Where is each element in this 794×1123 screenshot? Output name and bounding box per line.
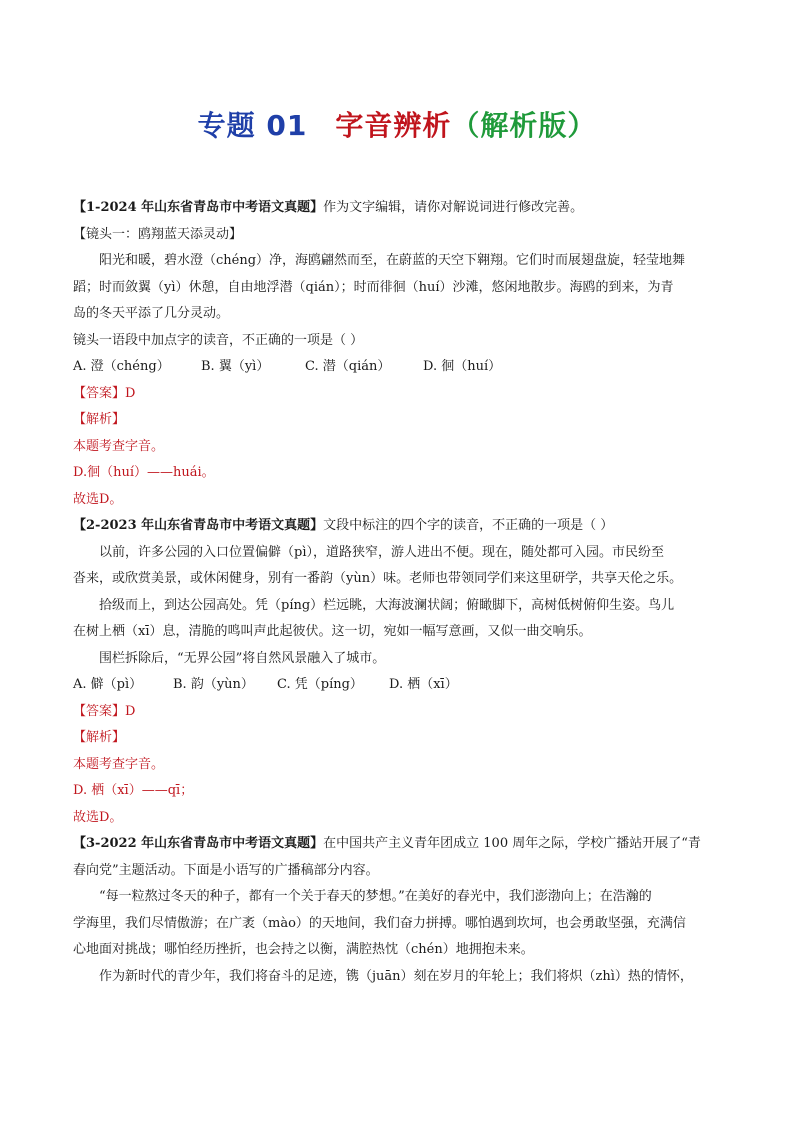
q1-paragraph-line: 岛的冬天平添了几分灵动。 <box>73 306 230 321</box>
q2-option-c: C. 凭（píng） <box>277 677 363 692</box>
q2-analysis-detail: D. 栖（xī）——qī； <box>73 783 194 798</box>
q2-paragraph-line: 以前，许多公园的入口位置偏僻（pì），道路狭窄，游人进出不便。现在，随处都可入园。市民纷至 <box>99 544 664 560</box>
q2-paragraph-line: 沓来，或欣赏美景，或休闲健身，别有一番韵（yùn）味。老师也带领同学们来这里研学，共享天伦之乐。 <box>73 571 683 586</box>
q2-analysis-label: 【解析】 <box>73 730 126 745</box>
q3-paragraph-line: 作为新时代的青少年，我们将奋斗的足迹，镌（juān）刻在岁月的年轮上；我们将炽（zhì）热的情怀， <box>99 968 693 984</box>
q3-paragraph-line: “每一粒熬过冬天的种子，都有一个关于春天的梦想。”在美好的春光中，我们澎渤向上；在浩瀚的 <box>99 889 652 904</box>
q2-paragraph-line: 在树上栖（xī）息，清脆的鸣叫声此起彼伏。这一切，宛如一幅写意画，又似一曲交响乐。 <box>73 624 592 639</box>
q2-options <box>73 672 723 699</box>
q2-answer-label: 【答案】 <box>73 703 126 719</box>
q3-source: 【3-2022 年山东省青岛市中考语文真题】 <box>73 836 324 851</box>
q1-lens-title: 【镜头一：鸥翔蓝天添灵动】 <box>73 226 243 242</box>
title-edition: （解析版） <box>451 109 597 142</box>
q1-analysis-detail: D.徊（huí）——huái。 <box>73 465 215 480</box>
q3-prompt-continued: 春向党”主题活动。下面是小语写的广播稿部分内容。 <box>73 862 379 878</box>
page-title <box>0 104 794 144</box>
q1-option-a: A. 澄（chéng） <box>73 359 170 374</box>
q1-conclusion: 故选D。 <box>73 491 123 507</box>
title-topic-name: 字音辨析 <box>335 109 452 142</box>
q2-option-b: B. 韵（yùn） <box>173 677 254 692</box>
title-topic-number: 专题 01 <box>197 109 308 142</box>
q2-option-d: D. 栖（xī） <box>389 677 458 692</box>
q3-prompt: 在中国共产主义青年团成立 100 周年之际，学校广播站开展了“青 <box>323 836 701 851</box>
q1-header <box>73 195 723 222</box>
q2-header <box>73 513 723 540</box>
q1-option-d: D. 徊（huí） <box>423 359 502 374</box>
q2-paragraph-line: 围栏拆除后，“无界公园”将自然风景融入了城市。 <box>99 650 386 666</box>
q1-paragraph-line: 蹈；时而敛翼（yì）休憩，自由地浮潜（qián）；时而徘徊（huí）沙滩，悠闲地散步。海鸥的到来，为青 <box>73 279 674 295</box>
q2-option-a: A. 僻（pì） <box>73 677 143 692</box>
q1-paragraph-line: 阳光和暖，碧水澄（chéng）净，海鸥翩然而至，在蔚蓝的天空下翱翔。它们时而展翅盘旋，轻莹地舞 <box>99 253 686 268</box>
q2-conclusion: 故选D。 <box>73 809 123 825</box>
q2-prompt: 文段中标注的四个字的读音，不正确的一项是（ ） <box>323 518 614 533</box>
q1-answer <box>73 381 723 408</box>
q3-header <box>73 831 723 858</box>
q2-analysis-text: 本题考查字音。 <box>73 756 165 772</box>
q3-paragraph-line: 心地面对挑战；哪怕经历挫折，也会持之以衡，满腔热忱（chén）地拥抱未来。 <box>73 942 534 957</box>
q1-question: 镜头一语段中加点字的读音，不正确的一项是（ ） <box>73 332 364 348</box>
q1-option-c: C. 潜（qián） <box>305 359 391 374</box>
q1-option-b: B. 翼（yì） <box>201 359 270 374</box>
q2-source: 【2-2023 年山东省青岛市中考语文真题】 <box>73 518 324 533</box>
q2-answer <box>73 699 723 726</box>
document-body <box>73 195 723 990</box>
q3-paragraph-line: 学海里，我们尽情傲游；在广袤（mào）的天地间，我们奋力拼搏。哪怕遇到坎坷，也会勇敢坚强，充满信 <box>73 915 686 931</box>
q2-paragraph-line: 拾级而上，到达公园高处。凭（píng）栏远眺，大海波澜状阔；俯瞰脚下，高树低树俯仰生姿。鸟儿 <box>99 597 675 613</box>
q1-answer-label: 【答案】 <box>73 385 126 401</box>
q1-analysis-label: 【解析】 <box>73 412 126 427</box>
q1-answer-value: D <box>125 385 136 401</box>
q1-source: 【1-2024 年山东省青岛市中考语文真题】 <box>73 200 324 215</box>
q1-prompt: 作为文字编辑，请你对解说词进行修改完善。 <box>323 200 584 215</box>
q1-analysis-text: 本题考查字音。 <box>73 438 165 454</box>
q2-answer-value: D <box>125 703 136 719</box>
q1-options <box>73 354 723 381</box>
